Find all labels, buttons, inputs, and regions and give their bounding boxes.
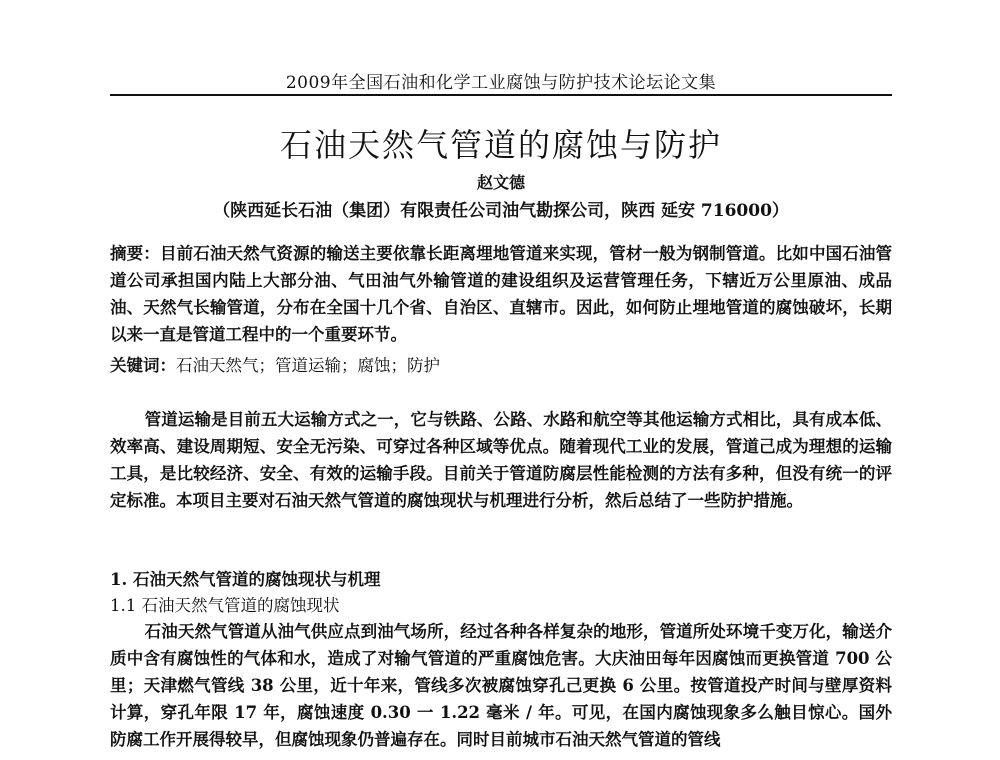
paper-title: 石油天然气管道的腐蚀与防护 — [279, 126, 722, 164]
keywords-text: 石油天然气；管道运输；腐蚀；防护 — [176, 356, 440, 375]
header-rule — [110, 94, 892, 96]
abstract-text: 目前石油天然气资源的输送主要依靠长距离埋地管道来实现，管材一般为钢制管道。比如中国石油管道公司承担国内陆上大部分油、气田油气外输管道的建设组织及运营管理任务，下辖近万公里原油、成品油、天然气长输管道，分布在全国十几个省、自治区、直辖市。因此，如何防止埋地管道的腐蚀破坏，长期以来一直是管道工程中的一个重要环节。 — [110, 244, 893, 344]
author-affiliation: （陕西延长石油（集团）有限责任公司油气勘探公司，陕西 延安 716000） — [213, 201, 789, 221]
keywords — [110, 352, 892, 379]
abstract-label: 摘要： — [110, 244, 160, 263]
abstract — [110, 240, 892, 348]
section-heading: 1. 石油天然气管道的腐蚀现状与机理 — [110, 570, 381, 589]
intro-paragraph: 管道运输是目前五大运输方式之一，它与铁路、公路、水路和航空等其他运输方式相比，具有成本低、效率高、建设周期短、安全无污染、可穿过各种区域等优点。随着现代工业的发展，管道己成为理想的运输工具，是比较经济、安全、有效的运输手段。目前关于管道防腐层性能检测的方法有多种，但没有统一的评定标准。本项目主要对石油天然气管道的腐蚀现状与机理进行分析，然后总结了一些防护措施。 — [110, 410, 892, 510]
keywords-label: 关键词： — [110, 356, 176, 375]
author-name: 赵文德 — [476, 173, 525, 192]
section-paragraph: 石油天然气管道从油气供应点到油气场所，经过各种各样复杂的地形，管道所处环境千变万化，输送介质中含有腐蚀性的气体和水，造成了对输气管道的严重腐蚀危害。大庆油田每年因腐蚀而更换管道 700 公里；天津燃气管线 38 公里，近十年来，管线多次被腐蚀穿孔己更换 6 公里。按管道投产时间与壁厚资料计算，穿孔年限 17 年，腐蚀速度 0.30 一 1.22 毫米 / 年。可见，在国内腐蚀现象多么触目惊心。国外防腐工作开展得较早，但腐蚀现象仍普遍存在。同时目前城市石油天然气管道的管线 — [110, 622, 892, 749]
subsection-heading: 1.1 石油天然气管道的腐蚀现状 — [110, 596, 340, 615]
running-header: 2009年全国石油和化学工业腐蚀与防护技术论坛论文集 — [285, 73, 717, 93]
